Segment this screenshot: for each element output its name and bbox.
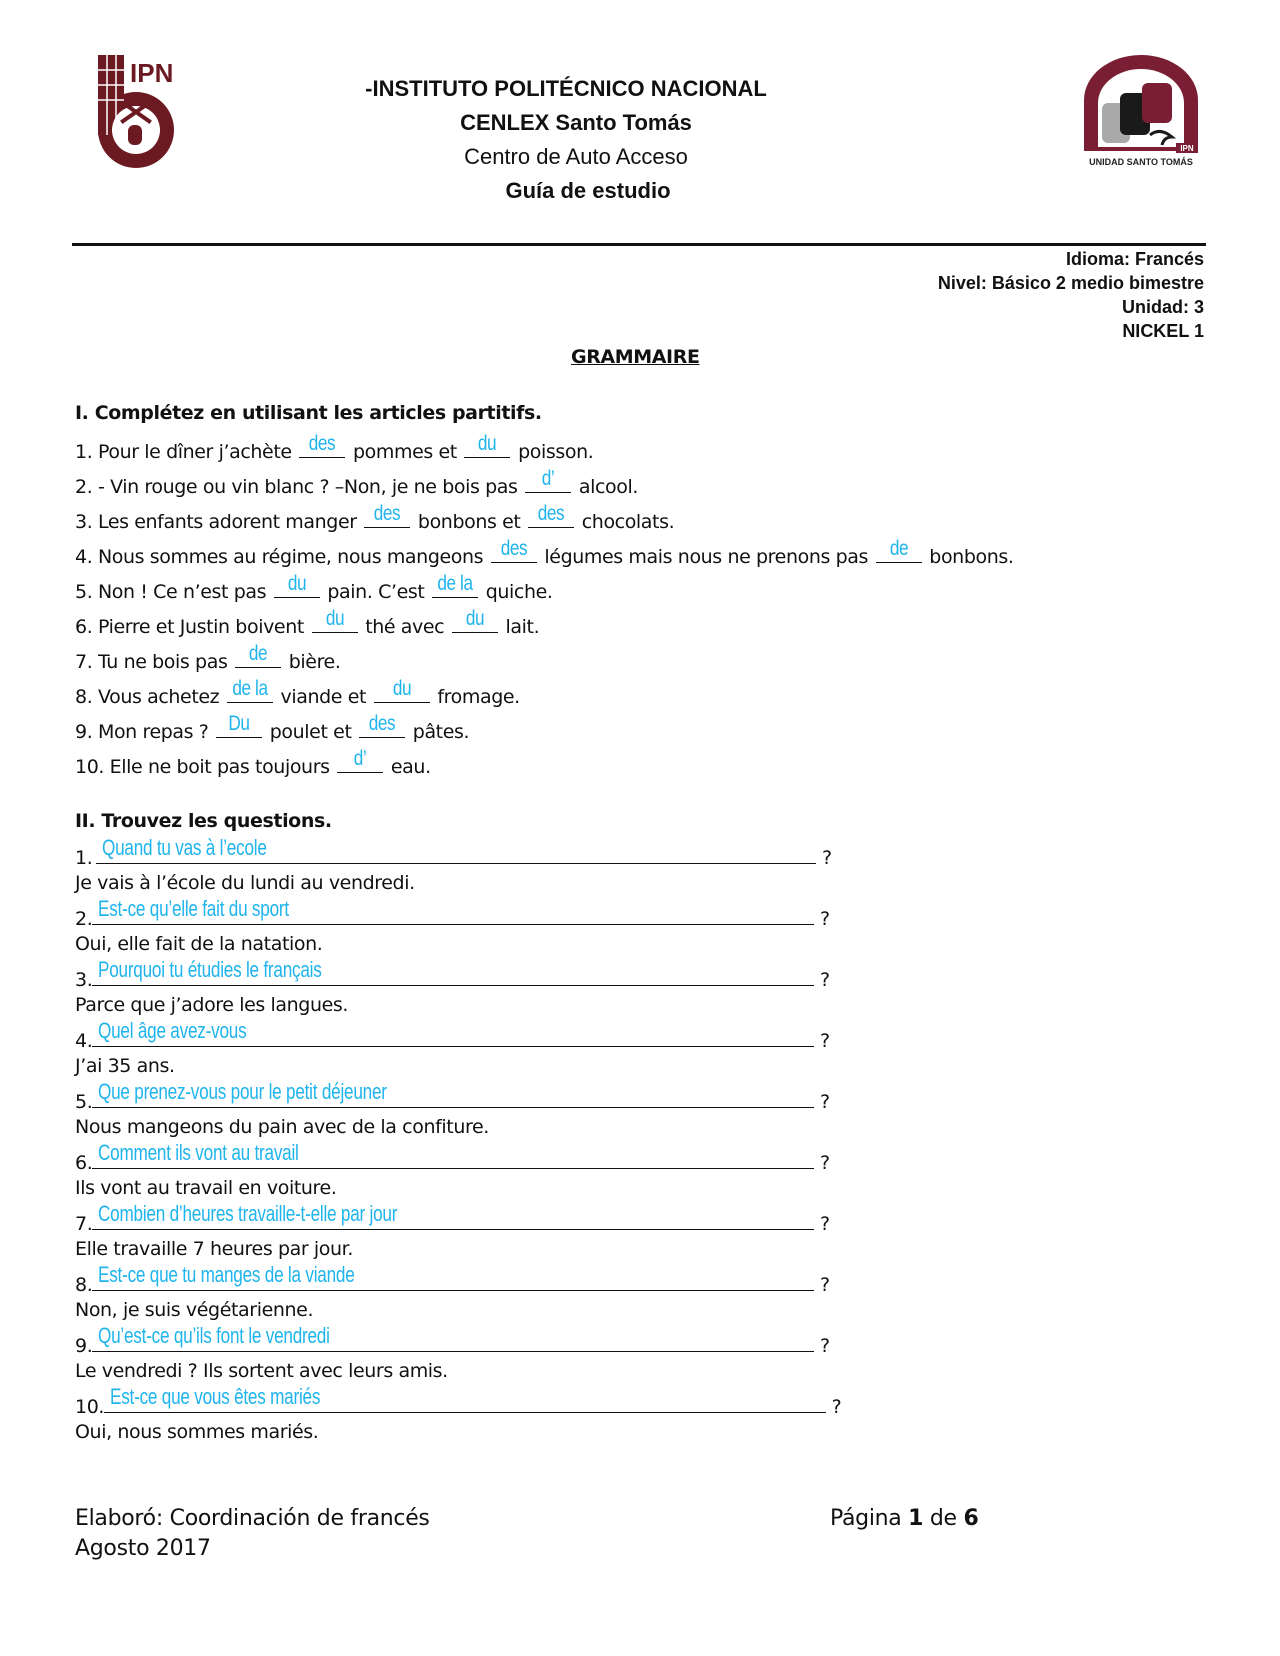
blank-input[interactable]: du (312, 612, 358, 633)
question-input[interactable]: Que prenez-vous pour le petit déjeuner (92, 1085, 814, 1108)
question-input[interactable]: Quel âge avez-vous (92, 1024, 814, 1047)
part2-item-7: 7. Combien d’heures travaille-t-elle par jour ? (75, 1201, 830, 1235)
part2-item-6: 6. Comment ils vont au travail ? (75, 1140, 830, 1174)
unit-name: Centro de Auto Acceso (464, 144, 688, 169)
part1-item-5: 5. Non ! Ce n’est pas du pain. C’est de la quiche. (75, 572, 553, 603)
part1-item-7: 7. Tu ne bois pas de bière. (75, 642, 341, 673)
question-input[interactable]: Quand tu vas à l’ecole (96, 841, 816, 864)
question-input[interactable]: Est-ce que vous êtes mariés (104, 1390, 826, 1413)
part1-item-10: 10. Elle ne boit pas toujours d’ eau. (75, 747, 431, 778)
meta-unidad: Unidad: 3 (1121, 297, 1204, 317)
question-input[interactable]: Est-ce qu’elle fait du sport (92, 902, 814, 925)
blank-input[interactable]: des (299, 437, 345, 458)
section-title: GRAMMAIRE (571, 346, 700, 368)
part2-item-5: 5. Que prenez-vous pour le petit déjeuner ? (75, 1079, 830, 1113)
cenlex-logo (1076, 55, 1206, 175)
cenlex-caption: UNIDAD SANTO TOMÁS (1089, 157, 1193, 167)
question-input[interactable]: Comment ils vont au travail (92, 1146, 814, 1169)
blank-input[interactable]: du (274, 577, 320, 598)
part2-response-7: Elle travaille 7 heures par jour. (75, 1238, 353, 1260)
blank-input[interactable]: de (235, 647, 281, 668)
ipn-logo-text: IPN (130, 58, 174, 88)
part2-item-4: 4. Quel âge avez-vous ? (75, 1018, 830, 1052)
blank-input[interactable]: du (452, 612, 498, 633)
meta-idioma: Idioma: Francés (1065, 249, 1204, 269)
center-name: CENLEX Santo Tomás (460, 110, 692, 135)
part2-item-9: 9. Qu’est-ce qu’ils font le vendredi ? (75, 1323, 830, 1357)
blank-input[interactable]: Du (216, 717, 262, 738)
part2-response-2: Oui, elle fait de la natation. (75, 933, 323, 955)
question-input[interactable]: Combien d’heures travaille-t-elle par jour (92, 1207, 814, 1230)
footer-date: Agosto 2017 (75, 1536, 211, 1561)
question-input[interactable]: Est-ce que tu manges de la viande (92, 1268, 814, 1291)
part2-response-1: Je vais à l’école du lundi au vendredi. (75, 872, 415, 894)
part1-item-4: 4. Nous sommes au régime, nous mangeons des légumes mais nous ne prenons pas de bonbons. (75, 537, 1014, 568)
part2-response-4: J’ai 35 ans. (75, 1055, 175, 1077)
header-divider (72, 243, 1206, 246)
blank-input[interactable]: d’ (337, 752, 383, 773)
part2-response-10: Oui, nous sommes mariés. (75, 1421, 319, 1443)
part2-response-9: Le vendredi ? Ils sortent avec leurs amis. (75, 1360, 448, 1382)
page-indicator: Página 1 de 6 (830, 1506, 979, 1531)
meta-nickel: NICKEL 1 (1122, 321, 1204, 341)
blank-input[interactable]: des (364, 507, 410, 528)
blank-input[interactable]: du (374, 682, 430, 703)
part1-item-1: 1. Pour le dîner j’achète des pommes et du poisson. (75, 432, 594, 463)
meta-block (938, 247, 1204, 343)
question-input[interactable]: Pourquoi tu étudies le français (92, 963, 814, 986)
footer-author: Elaboró: Coordinación de francés (75, 1506, 430, 1531)
cenlex-badge: IPN (1180, 144, 1194, 153)
part1-item-3: 3. Les enfants adorent manger des bonbons et des chocolats. (75, 502, 675, 533)
part2-response-5: Nous mangeons du pain avec de la confiture. (75, 1116, 489, 1138)
blank-input[interactable]: de la (227, 682, 273, 703)
part2-item-3: 3. Pourquoi tu étudies le français ? (75, 957, 830, 991)
blank-input[interactable]: du (464, 437, 510, 458)
institute-name: -INSTITUTO POLITÉCNICO NACIONAL (365, 76, 767, 101)
part1-item-8: 8. Vous achetez de la viande et du fromage. (75, 677, 520, 708)
blank-input[interactable]: des (528, 507, 574, 528)
part1-heading: I. Complétez en utilisant les articles partitifs. (75, 402, 542, 424)
blank-input[interactable]: des (491, 542, 537, 563)
part2-item-10: 10. Est-ce que vous êtes mariés ? (75, 1384, 842, 1418)
part2-response-6: Ils vont au travail en voiture. (75, 1177, 337, 1199)
part2-item-8: 8. Est-ce que tu manges de la viande ? (75, 1262, 830, 1296)
blank-input[interactable]: de la (432, 577, 478, 598)
ipn-logo (88, 50, 180, 180)
part2-heading: II. Trouvez les questions. (75, 810, 332, 832)
question-input[interactable]: Qu’est-ce qu’ils font le vendredi (92, 1329, 814, 1352)
part2-item-2: 2. Est-ce qu’elle fait du sport ? (75, 896, 830, 930)
part2-response-3: Parce que j’adore les langues. (75, 994, 349, 1016)
meta-nivel: Nivel: Básico 2 medio bimestre (937, 273, 1204, 293)
part1-item-9: 9. Mon repas ? Du poulet et des pâtes. (75, 712, 470, 743)
document-type: Guía de estudio (505, 178, 671, 203)
blank-input[interactable]: de (876, 542, 922, 563)
part1-item-6: 6. Pierre et Justin boivent du thé avec du lait. (75, 607, 540, 638)
blank-input[interactable]: des (359, 717, 405, 738)
part1-item-2: 2. - Vin rouge ou vin blanc ? –Non, je ne bois pas d’ alcool. (75, 467, 638, 498)
part2-item-1: 1. Quand tu vas à l’ecole ? (75, 835, 832, 869)
blank-input[interactable]: d’ (525, 472, 571, 493)
part2-response-8: Non, je suis végétarienne. (75, 1299, 314, 1321)
